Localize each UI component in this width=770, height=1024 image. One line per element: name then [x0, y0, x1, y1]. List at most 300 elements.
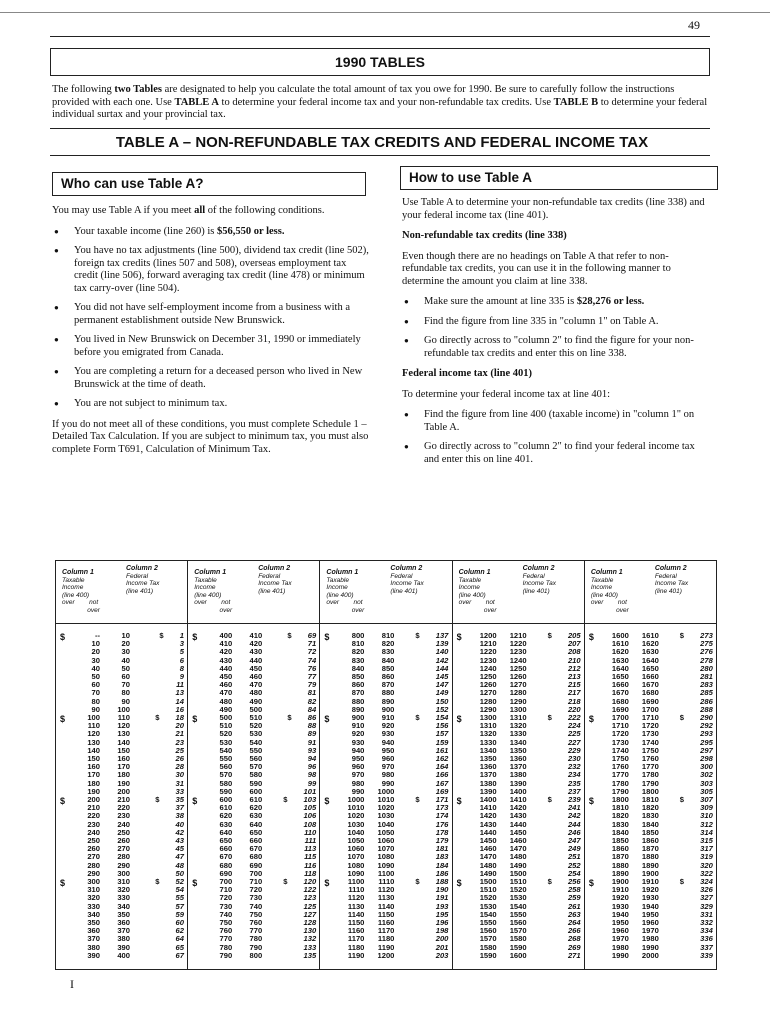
dollar-sign: $: [287, 631, 294, 640]
text-run: The following: [52, 84, 115, 95]
tax-amount: 142: [435, 655, 449, 665]
tax-amount: 149: [435, 688, 449, 698]
table-rows: [202, 796, 320, 878]
income-not-over: 1700: [641, 704, 659, 714]
tax-step: [402, 409, 712, 434]
income-not-over: 1900: [641, 868, 659, 878]
tax-amount: 234: [567, 770, 581, 780]
income-not-over: 160: [117, 753, 130, 763]
income-not-over: 270: [117, 844, 130, 854]
income-not-over: 1190: [377, 942, 395, 952]
income-not-over: 1910: [641, 877, 659, 886]
income-not-over: 920: [381, 721, 395, 731]
tax-amount: 84: [307, 704, 317, 714]
tax-amount: 319: [700, 852, 713, 862]
income-over: 1150: [347, 917, 365, 927]
tax-amount: 302: [700, 770, 713, 780]
condition-item: [52, 366, 370, 391]
tax-amount: 154: [435, 713, 449, 722]
credits-step: [402, 296, 712, 309]
income-not-over: 540: [249, 737, 263, 747]
condition-item: [52, 398, 370, 411]
income-over: 770: [219, 934, 233, 944]
tax-amount: 99: [307, 778, 317, 788]
table-block: [60, 632, 183, 714]
tax-amount: 241: [567, 803, 581, 813]
tax-amount: 43: [175, 835, 184, 845]
table-block: [324, 878, 447, 960]
dollar-sign: $: [192, 878, 198, 888]
income-over: 600: [219, 795, 233, 804]
text-run: You are completing a return for a deceased person who lived in New Brunswick at the time of death.: [74, 366, 363, 390]
income-over: 1950: [611, 917, 629, 927]
income-not-over: 1790: [641, 778, 659, 788]
table-block: [589, 714, 712, 796]
income-not-over: 880: [381, 688, 395, 698]
table-block: [192, 796, 315, 878]
income-over: 1920: [611, 893, 629, 903]
income-over: 1760: [611, 762, 629, 772]
table-rows: [202, 878, 320, 960]
dollar-sign: $: [415, 795, 422, 804]
table-column-header: [585, 561, 716, 624]
income-over: 1320: [479, 729, 497, 739]
income-over: 950: [351, 753, 365, 763]
column1-title: Column 1: [194, 569, 227, 576]
tax-amount: 164: [435, 762, 449, 772]
income-over: 1470: [479, 852, 497, 862]
text-run: Your taxable income (line 260) is: [74, 225, 217, 237]
credits-step: [402, 316, 712, 329]
dollar-sign: $: [155, 795, 162, 804]
income-over: 910: [351, 721, 365, 731]
tax-amount: 259: [567, 893, 581, 903]
income-not-over: 610: [249, 795, 263, 804]
tax-amount: 25: [175, 745, 184, 755]
column2-title: Column 2: [126, 565, 158, 572]
dollar-sign: $: [60, 796, 66, 806]
tax-amount: 227: [567, 737, 581, 747]
income-not-over: 1710: [641, 713, 659, 722]
income-not-over: 180: [117, 770, 130, 780]
dollar-sign: $: [192, 796, 198, 806]
tax-amount: 28: [175, 762, 184, 772]
income-not-over: 310: [117, 877, 130, 886]
tax-amount: 108: [303, 819, 317, 829]
income-not-over: 1810: [641, 795, 659, 804]
income-over: 320: [87, 893, 100, 903]
tax-amount: 137: [435, 631, 449, 640]
income-over: 750: [219, 917, 233, 927]
income-over: 1360: [479, 762, 497, 772]
tax-amount: 220: [567, 704, 581, 714]
tax-amount: 152: [435, 704, 449, 714]
tax-amount: 147: [435, 680, 449, 690]
tax-amount: 263: [567, 909, 581, 919]
income-over: 1370: [479, 770, 497, 780]
tax-amount: 103: [303, 795, 317, 804]
income-over: 1780: [611, 778, 629, 788]
income-over: 1590: [479, 950, 497, 960]
tax-amount: 334: [700, 926, 713, 936]
income-over: 1940: [611, 909, 629, 919]
income-not-over: 1410: [509, 795, 527, 804]
income-over: 810: [351, 639, 365, 649]
text-run: Make sure the amount at line 335 is: [424, 296, 577, 307]
income-not-over: 720: [249, 885, 263, 895]
income-not-over: 1220: [509, 639, 527, 649]
income-not-over: 300: [117, 868, 130, 878]
income-not-over: 1720: [641, 721, 659, 731]
tax-amount: 173: [435, 803, 449, 813]
income-not-over: 780: [249, 934, 263, 944]
condition-item: [52, 302, 370, 327]
tax-amount: 200: [435, 934, 449, 944]
income-not-over: 1520: [509, 885, 527, 895]
table-rows: [599, 714, 717, 796]
text-run: Go directly across to "column 2" to find your federal income tax and enter this on line 401.: [424, 441, 695, 465]
income-not-over: 1360: [509, 753, 527, 763]
column2-header: [258, 565, 314, 595]
income-not-over: 1540: [509, 901, 527, 911]
table-rows: [334, 632, 452, 714]
income-over: 200: [87, 795, 100, 804]
table-block: [457, 796, 580, 878]
tax-amount: 327: [700, 893, 713, 903]
income-not-over: 830: [381, 647, 395, 657]
dollar-sign: $: [456, 632, 462, 642]
how-credits-steps: [402, 296, 712, 360]
column1-subtitle: Taxable: [458, 576, 482, 584]
column2-subtitle: Income Tax: [522, 580, 556, 587]
tax-amount: 101: [303, 786, 317, 796]
income-not-over: 870: [381, 680, 395, 690]
tax-amount: 35: [175, 795, 184, 804]
tax-amount: 42: [175, 827, 184, 837]
income-not-over: 430: [249, 647, 263, 657]
tax-amount: 239: [567, 795, 581, 804]
income-not-over: 190: [117, 778, 130, 788]
how-paragraph-credits: Even though there are no headings on Table A that refer to non-refundable tax credits, you can use it in the following manner to determine the amount you claim at line 338.: [402, 250, 671, 287]
income-over: 1520: [479, 893, 497, 903]
income-not-over: 1400: [509, 786, 527, 796]
dollar-sign: $: [679, 877, 687, 886]
tax-amount: 269: [567, 942, 581, 952]
table-row: [467, 952, 585, 960]
column1-subtitle: (line 400): [194, 591, 222, 599]
tax-amount: 91: [307, 737, 317, 747]
income-over: 1620: [611, 647, 629, 657]
income-over: 1460: [479, 844, 497, 854]
income-over: 730: [219, 901, 233, 911]
tax-amount: 159: [435, 737, 449, 747]
income-not-over: 1740: [641, 737, 659, 747]
table-rows: [599, 632, 717, 714]
income-not-over: 280: [117, 852, 130, 862]
income-not-over: 1940: [641, 901, 659, 911]
tax-amount: 16: [175, 704, 184, 714]
column2-subtitle: Income Tax: [654, 580, 689, 587]
column1-header: [459, 569, 515, 614]
income-not-over: 1820: [641, 803, 659, 813]
income-over: 190: [87, 786, 100, 796]
income-over: 900: [351, 713, 365, 722]
tax-amount: 264: [567, 917, 581, 927]
income-over: 1980: [611, 942, 629, 952]
column2-subtitle: (line 401): [522, 587, 550, 595]
income-over: 1250: [479, 671, 497, 681]
table-rows: [70, 714, 188, 796]
income-over: 260: [87, 844, 100, 854]
income-not-over: 1010: [377, 795, 395, 804]
how-paragraph-tax: To determine your federal income tax at line 401:: [402, 388, 611, 400]
tax-amount: 86: [307, 713, 317, 722]
income-not-over: 980: [381, 770, 395, 780]
income-not-over: 1450: [509, 827, 527, 837]
tax-amount: 31: [175, 778, 184, 788]
federal-tax-value: [527, 952, 581, 960]
tax-amount: 59: [175, 909, 184, 919]
income-over: 1700: [611, 713, 629, 722]
tax-amount: 67: [175, 950, 184, 960]
tax-amount: 331: [700, 909, 713, 919]
income-not-over: 450: [249, 663, 263, 673]
who-conditions-list: [52, 226, 370, 411]
table-column-group: [319, 561, 451, 969]
income-not-over: 1030: [377, 811, 395, 821]
income-not-over: 20: [121, 639, 130, 649]
table-body: [320, 624, 451, 960]
income-over: 1190: [347, 950, 365, 960]
table-block: [589, 796, 712, 878]
income-over: 1280: [479, 696, 497, 706]
tax-amount: 5: [179, 647, 184, 657]
column1-title: Column 1: [590, 569, 623, 576]
text-run: Find the figure from line 335 in "column 1" on Table A.: [424, 315, 659, 327]
income-not-over: 700: [249, 868, 263, 878]
income-over: 270: [87, 852, 100, 862]
income-over: 1570: [479, 934, 497, 944]
tax-amount: 52: [175, 877, 184, 886]
income-over: 1650: [611, 671, 629, 681]
income-not-over: 1530: [509, 893, 527, 903]
dollar-sign: $: [283, 877, 290, 886]
table-rows: [467, 714, 585, 796]
income-not-over: 40: [121, 655, 130, 665]
table-rows: [334, 878, 452, 960]
table-block: [324, 714, 447, 796]
table-rows: [599, 878, 717, 960]
income-over: 170: [87, 770, 100, 780]
tax-amount: 224: [567, 721, 581, 731]
how-subheading-tax: Federal income tax (line 401): [402, 368, 533, 379]
income-not-over: 1690: [641, 696, 659, 706]
table-body: [188, 624, 319, 960]
income-over: 1440: [479, 827, 497, 837]
text-run: to determine your federal individual surtax and your provincial tax.: [52, 96, 708, 120]
income-over: 880: [351, 696, 365, 706]
tax-amount: 273: [700, 631, 713, 640]
tax-amount: 116: [304, 860, 317, 870]
income-over: 1330: [479, 737, 497, 747]
tax-amount: 242: [567, 811, 581, 821]
income-over: 530: [219, 737, 233, 747]
federal-tax-value: [130, 952, 184, 960]
income-not-over: 760: [249, 917, 263, 927]
tax-amount: 293: [700, 729, 713, 739]
column2-header: [126, 565, 182, 595]
tax-amount: 295: [700, 737, 713, 747]
tax-amount: 111: [304, 835, 317, 845]
income-over: 940: [351, 745, 365, 755]
text-run: Find the figure from line 400 (taxable income) in "column 1" on Table A.: [424, 409, 695, 433]
column1-subtitle: Taxable: [590, 576, 614, 584]
income-not-over: 260: [117, 835, 130, 845]
table-a-heading: TABLE A – NON-REFUNDABLE TAX CREDITS AND FEDERAL INCOME TAX: [115, 134, 649, 151]
income-over: 710: [219, 885, 233, 895]
income-not-over: 1570: [509, 926, 527, 936]
income-over: 1770: [611, 770, 629, 780]
income-not-over: 380: [117, 934, 130, 944]
income-over: 520: [219, 729, 233, 739]
tax-amount: 74: [307, 655, 317, 665]
table-column-group: [187, 561, 319, 969]
income-not-over: 570: [249, 762, 263, 772]
dollar-sign: $: [60, 714, 66, 724]
income-not-over: 1630: [641, 647, 659, 657]
income-over: 970: [351, 770, 365, 780]
income-over: 1710: [611, 721, 629, 731]
text-run: You lived in New Brunswick on December 31, 1990 or immediately before you emigrated from Canada.: [74, 334, 361, 358]
income-not-over: 1200: [377, 950, 395, 960]
tax-amount: 336: [700, 934, 713, 944]
income-over: 640: [219, 827, 233, 837]
income-not-over: 1140: [377, 901, 395, 911]
tax-amount: 181: [435, 844, 449, 854]
income-not-over: 1610: [641, 631, 659, 640]
table-block: [589, 632, 712, 714]
column2-subtitle: Federal: [258, 572, 281, 580]
table-block: [457, 714, 580, 796]
income-over: 1390: [479, 786, 497, 796]
income-over: 460: [219, 680, 233, 690]
tax-amount: 237: [567, 786, 581, 796]
column1-subtitle: Taxable: [62, 576, 85, 584]
tax-amount: 195: [435, 909, 449, 919]
table-block: [457, 632, 580, 714]
income-not-over: 220: [117, 803, 130, 813]
column2-subtitle: (line 401): [654, 587, 682, 595]
column2-subtitle: Federal: [126, 572, 149, 580]
income-over: 850: [351, 671, 365, 681]
table-row: [70, 952, 188, 960]
column1-title: Column 1: [458, 569, 491, 576]
income-not-over: 900: [381, 704, 395, 714]
tax-amount: 309: [700, 803, 713, 813]
tax-amount: 218: [567, 696, 581, 706]
income-over: 1100: [347, 877, 365, 886]
income-over: 1010: [347, 803, 365, 813]
income-over: 990: [351, 786, 365, 796]
tax-amount: 298: [700, 753, 713, 763]
income-over: 290: [87, 868, 100, 878]
tax-amount: 281: [700, 671, 713, 681]
table-column-group: [452, 561, 584, 969]
tax-amount: 213: [567, 671, 581, 681]
table-column-header: [56, 561, 187, 624]
tax-amount: 128: [303, 917, 317, 927]
dollar-sign: $: [324, 878, 330, 888]
income-not-over: 460: [249, 671, 263, 681]
income-over: 1510: [479, 885, 497, 895]
tax-amount: 115: [304, 852, 317, 862]
tax-amount: 212: [567, 663, 581, 673]
income-not-over: 1260: [509, 671, 527, 681]
income-not-over: 2000: [641, 950, 659, 960]
tax-amount: 37: [175, 803, 184, 813]
income-not-over: 140: [117, 737, 130, 747]
income-not-over: 680: [249, 852, 263, 862]
income-over: 1740: [611, 745, 629, 755]
income-over: 1830: [611, 819, 629, 829]
who-can-use-section: [52, 205, 370, 464]
income-not-over: 1330: [509, 729, 527, 739]
tax-amount: 47: [175, 852, 184, 862]
table-rows: [334, 714, 452, 796]
income-over: 790: [219, 950, 233, 960]
income-over: 960: [351, 762, 365, 772]
tax-amount: 76: [307, 663, 317, 673]
income-not-over: 1380: [509, 770, 527, 780]
tax-amount: 71: [307, 639, 317, 649]
income-over: 50: [91, 671, 100, 681]
income-over: 130: [87, 737, 100, 747]
text-run: are designated to help you calculate the total amount of tax you owe for 1990. Be sure to carefully follow the instructions provided with each one. Use: [52, 84, 675, 108]
tax-amount: 339: [700, 950, 713, 960]
dollar-sign: $: [456, 796, 462, 806]
income-over: 380: [87, 942, 100, 952]
dollar-sign: $: [159, 631, 166, 640]
tax-amount: 14: [175, 696, 184, 706]
tax-amount: 167: [435, 778, 449, 788]
income-over: 740: [219, 909, 233, 919]
tax-amount: 196: [435, 917, 449, 927]
income-over: 760: [219, 926, 233, 936]
income-not-over: 210: [117, 795, 130, 804]
tax-amount: 8: [179, 663, 184, 673]
tax-amount: 332: [700, 917, 713, 927]
income-not-over: 600: [249, 786, 263, 796]
tax-amount: 3: [179, 639, 184, 649]
income-over: 610: [219, 803, 233, 813]
column2-header: [655, 565, 711, 595]
tax-amount: 79: [307, 680, 317, 690]
tax-amount: 297: [700, 745, 713, 755]
income-over: 500: [219, 713, 233, 722]
column1-header: [591, 569, 647, 614]
income-over: 1070: [347, 852, 365, 862]
income-over: 1310: [479, 721, 497, 731]
income-not-over: 1480: [509, 852, 527, 862]
tax-amount: 45: [175, 844, 184, 854]
income-over: 720: [219, 893, 233, 903]
tax-amount: 130: [303, 926, 317, 936]
income-not-over: 240: [117, 819, 130, 829]
federal-tax-value: [130, 632, 184, 640]
income-over: 1550: [479, 917, 497, 927]
tax-amount: 166: [435, 770, 449, 780]
income-over: --: [94, 631, 100, 640]
